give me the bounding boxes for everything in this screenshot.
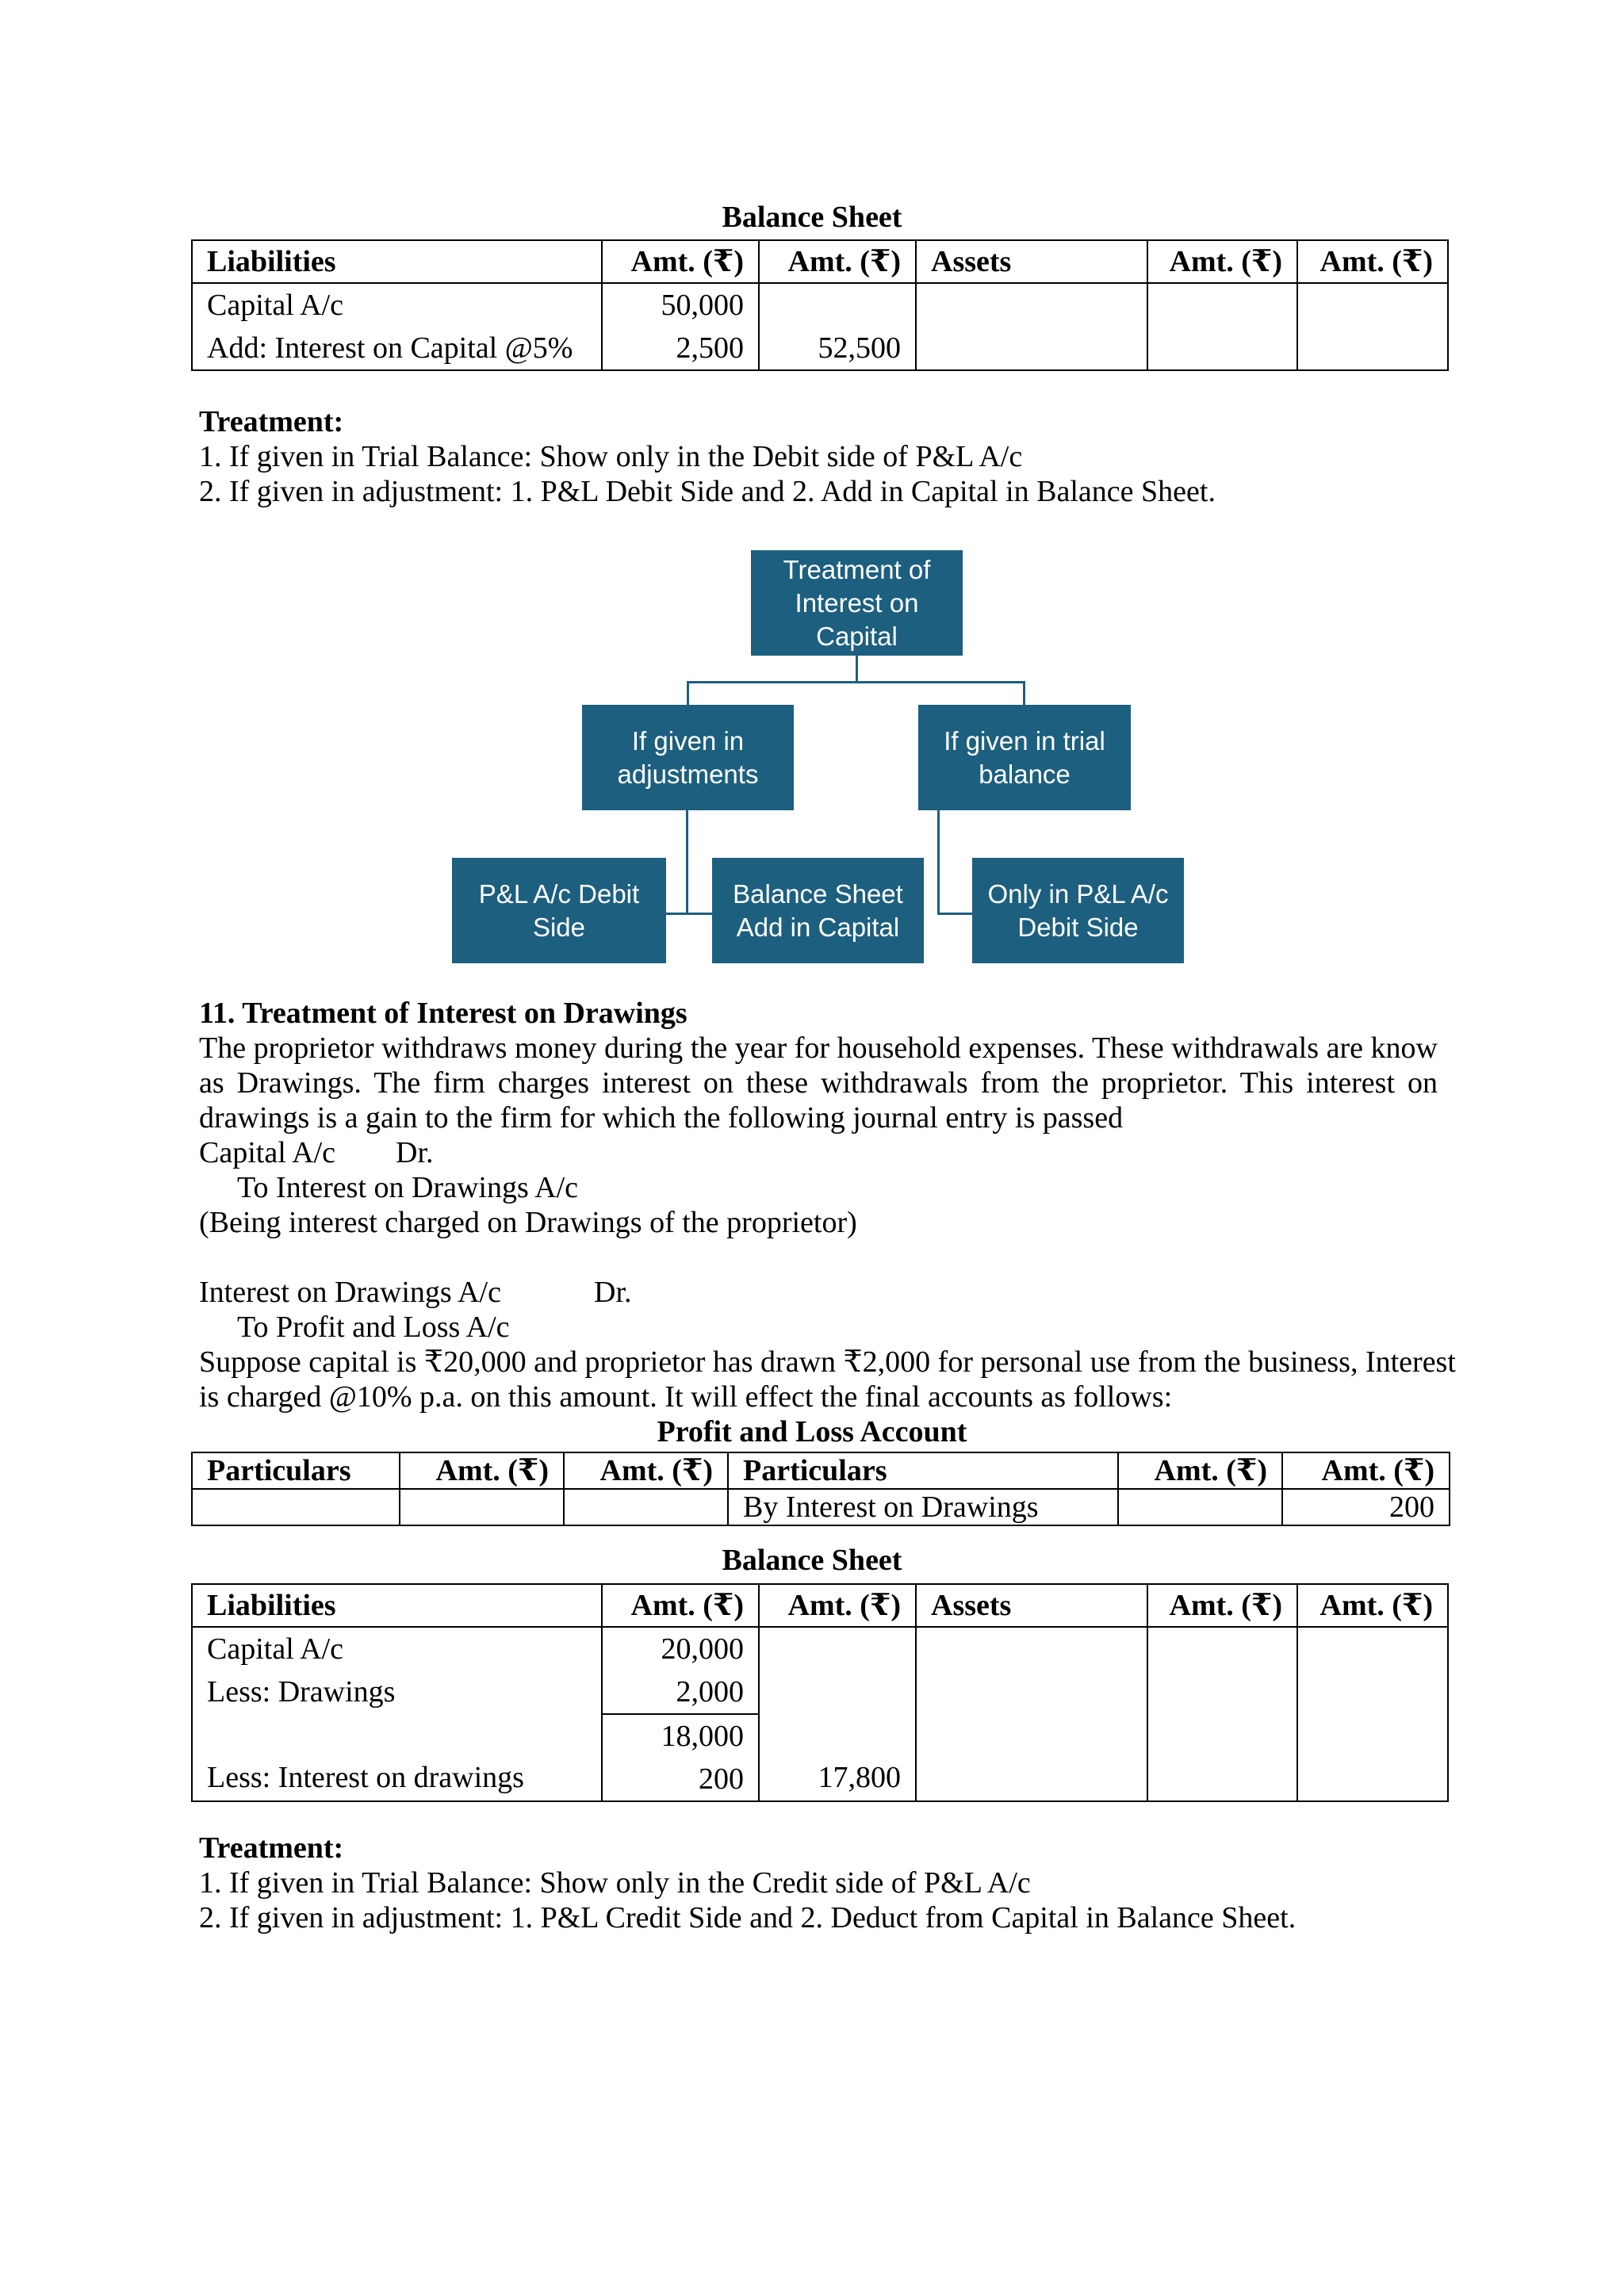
- example-line: is charged @10% p.a. on this amount. It will effect the final accounts as follows:: [199, 1380, 1173, 1414]
- amount-value: 52,500: [818, 331, 901, 365]
- amount-value: [774, 284, 901, 327]
- amount-cell: [1147, 1627, 1297, 1801]
- amount-value: 2,500: [676, 331, 744, 365]
- connector: [687, 681, 689, 705]
- pl-account-title: Profit and Loss Account: [657, 1415, 967, 1448]
- header-amount: Amt. (₹): [1147, 1584, 1297, 1627]
- connector: [686, 810, 688, 914]
- journal-credit-account: To Profit and Loss A/c: [237, 1311, 510, 1344]
- balance-sheet-title: Balance Sheet: [722, 1544, 902, 1577]
- amount-cell: [602, 1627, 759, 1801]
- header-assets: Assets: [916, 240, 1147, 283]
- treatment-heading: Treatment:: [199, 1831, 344, 1865]
- amount-value: 17,800: [818, 1761, 901, 1794]
- header-amount: Amt. (₹): [1297, 240, 1448, 283]
- treatment-line: 1. If given in Trial Balance: Show only in the Credit side of P&L A/c: [199, 1866, 1031, 1900]
- treatment-line: 2. If given in adjustment: 1. P&L Debit Side and 2. Add in Capital in Balance Sheet.: [199, 475, 1216, 508]
- header-amount: Amt. (₹): [602, 1584, 759, 1627]
- connector: [1023, 681, 1025, 705]
- amount-subtotal: 18,000: [603, 1713, 758, 1758]
- header-amount: Amt. (₹): [1297, 1584, 1448, 1627]
- journal-narration: (Being interest charged on Drawings of the proprietor): [199, 1206, 857, 1239]
- row-label: Less: Drawings: [207, 1675, 396, 1709]
- amount-cell: [759, 1627, 916, 1801]
- empty-cell: [192, 1489, 400, 1525]
- empty-cell: [1118, 1489, 1282, 1525]
- diagram-balance-sheet-box: Balance Sheet Add in Capital: [712, 858, 924, 963]
- balance-sheet-table-2: [191, 1583, 1449, 1802]
- connector: [937, 810, 940, 914]
- header-amount: Amt. (₹): [400, 1452, 564, 1489]
- row-label: Capital A/c: [207, 289, 344, 322]
- diagram-root-box: Treatment of Interest on Capital: [751, 550, 963, 656]
- connector: [937, 913, 972, 915]
- table-header-row: [192, 240, 1448, 283]
- diagram-adjustments-box: If given in adjustments: [582, 705, 794, 810]
- liabilities-cell: [192, 283, 602, 370]
- treatment-heading: Treatment:: [199, 405, 344, 438]
- pl-particular: By Interest on Drawings: [728, 1489, 1118, 1525]
- diagram-trial-balance-box: If given in trial balance: [918, 705, 1131, 810]
- diagram-only-pl-box: Only in P&L A/c Debit Side: [972, 858, 1184, 963]
- amount-cell: [1297, 1627, 1448, 1801]
- header-particulars: Particulars: [728, 1452, 1118, 1489]
- paragraph-line: The proprietor withdraws money during the year for household expenses. These withdrawals are know: [199, 1031, 1438, 1065]
- header-amount: Amt. (₹): [602, 240, 759, 283]
- connector: [687, 681, 1025, 683]
- amount-value: 200: [699, 1762, 744, 1796]
- amount-cell: [759, 283, 916, 370]
- header-amount: Amt. (₹): [759, 240, 916, 283]
- assets-cell: [916, 1627, 1147, 1801]
- amount-cell: [1147, 283, 1297, 370]
- header-assets: Assets: [916, 1584, 1147, 1627]
- pl-amount: 200: [1282, 1489, 1450, 1525]
- row-label: Add: Interest on Capital @5%: [207, 331, 573, 365]
- header-amount: Amt. (₹): [1147, 240, 1297, 283]
- row-label: [207, 1713, 587, 1756]
- amount-cell: [602, 283, 759, 370]
- assets-cell: [916, 283, 1147, 370]
- row-label: Less: Interest on drawings: [207, 1761, 524, 1794]
- header-amount: Amt. (₹): [1118, 1452, 1282, 1489]
- balance-sheet-table-1: [191, 239, 1449, 371]
- header-amount: Amt. (₹): [759, 1584, 916, 1627]
- paragraph-line: drawings is a gain to the firm for which the following journal entry is passed: [199, 1101, 1124, 1135]
- journal-dr-label: Dr.: [594, 1276, 632, 1309]
- empty-cell: [400, 1489, 564, 1525]
- table-row: [192, 1627, 1448, 1801]
- amount-value: 2,000: [676, 1675, 744, 1709]
- journal-credit-account: To Interest on Drawings A/c: [237, 1171, 579, 1204]
- amount-value: 50,000: [661, 289, 744, 322]
- journal-dr-label: Dr.: [396, 1136, 434, 1169]
- amount-cell: [1297, 283, 1448, 370]
- treatment-line: 1. If given in Trial Balance: Show only in the Debit side of P&L A/c: [199, 440, 1023, 473]
- example-line: Suppose capital is ₹20,000 and proprietor has drawn ₹2,000 for personal use from the business, Interest: [199, 1345, 1456, 1379]
- header-liabilities: Liabilities: [192, 1584, 602, 1627]
- table-row: [192, 1489, 1450, 1525]
- connector: [856, 656, 858, 683]
- paragraph-line: as Drawings. The firm charges interest on these withdrawals from the proprietor. This interest on: [199, 1066, 1438, 1100]
- liabilities-cell: [192, 1627, 602, 1801]
- header-amount: Amt. (₹): [1282, 1452, 1450, 1489]
- section-heading: 11. Treatment of Interest on Drawings: [199, 997, 688, 1030]
- connector: [666, 913, 712, 915]
- table-header-row: [192, 1584, 1448, 1627]
- table-header-row: [192, 1452, 1450, 1489]
- row-label: Capital A/c: [207, 1632, 344, 1666]
- diagram-pl-debit-box: P&L A/c Debit Side: [452, 858, 666, 963]
- header-amount: Amt. (₹): [564, 1452, 728, 1489]
- empty-cell: [564, 1489, 728, 1525]
- header-particulars: Particulars: [192, 1452, 400, 1489]
- treatment-line: 2. If given in adjustment: 1. P&L Credit Side and 2. Deduct from Capital in Balance Sheet.: [199, 1901, 1297, 1934]
- table-row: [192, 283, 1448, 370]
- pl-account-table: [191, 1452, 1450, 1526]
- header-liabilities: Liabilities: [192, 240, 602, 283]
- journal-debit-account: Capital A/c: [199, 1136, 336, 1169]
- amount-value: 20,000: [661, 1632, 744, 1666]
- balance-sheet-title: Balance Sheet: [722, 201, 902, 234]
- journal-debit-account: Interest on Drawings A/c: [199, 1276, 501, 1309]
